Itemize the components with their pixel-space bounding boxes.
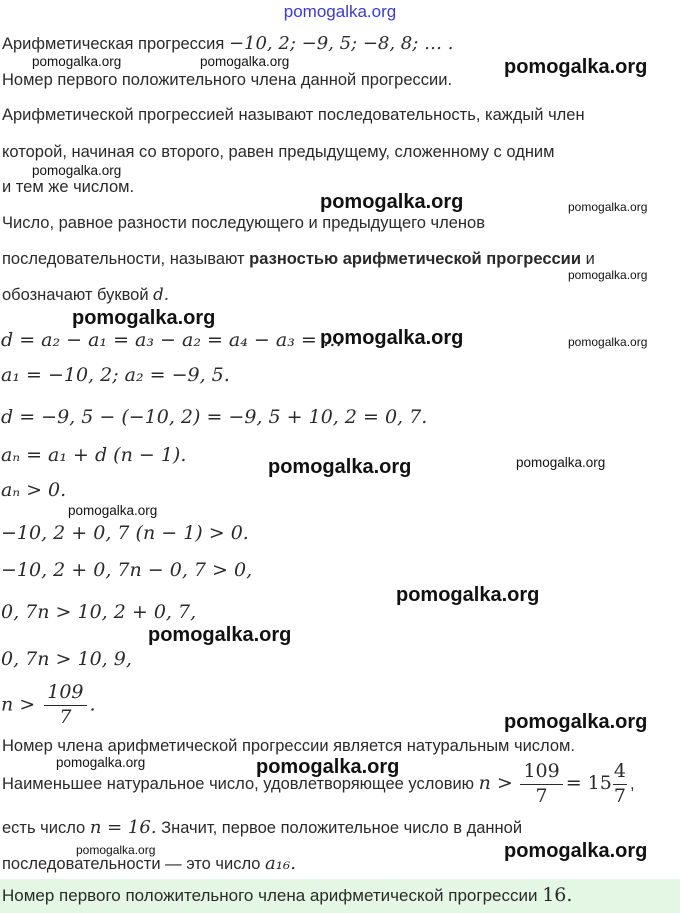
watermark: pomogalka.org [200, 54, 290, 69]
math-inequality-4: 0, 7n > 10, 9, [1, 648, 132, 670]
watermark: pomogalka.org [32, 54, 122, 69]
watermark: pomogalka.org [568, 268, 648, 282]
math-inequality-result: n > $\frac{109}{7}$ . [1, 681, 96, 728]
math-first-terms: a₁ = −10, 2; a₂ = −9, 5. [1, 364, 230, 386]
answer-text: Номер первого положительного члена арифметической прогрессии 16. [2, 884, 573, 906]
watermark: pomogalka.org [516, 455, 606, 470]
watermark: pomogalka.org [396, 584, 540, 606]
fraction-109-7-b: $\frac{109}{7}$ [520, 762, 562, 807]
conclusion-line-1: Номер члена арифметической прогрессии является натуральным числом. [2, 737, 575, 755]
watermark: pomogalka.org [32, 163, 122, 178]
watermark: pomogalka.org [320, 327, 464, 349]
problem-statement: Арифметическая прогрессия −10, 2; −9, 5; −8, 8; … . [2, 33, 454, 54]
conclusion-line-4: последовательности — это число a₁₆. [2, 853, 296, 874]
definition-line-1: Арифметической прогрессией называют последовательность, каждый член [2, 106, 585, 124]
math-nth-term-formula: aₙ = a₁ + d (n − 1). [1, 444, 187, 466]
math-inequality-1: −10, 2 + 0, 7 (n − 1) > 0. [1, 522, 249, 544]
watermark: pomogalka.org [56, 755, 146, 770]
bold-term: разностью арифметической прогрессии [249, 250, 581, 268]
math-difference-def: d = a₂ − a₁ = a₃ − a₂ = a₄ − a₃ = … [1, 329, 342, 351]
watermark: pomogalka.org [320, 191, 464, 213]
math-difference-calc: d = −9, 5 − (−10, 2) = −9, 5 + 10, 2 = 0, 7. [1, 406, 428, 428]
watermark: pomogalka.org [72, 307, 216, 329]
conclusion-line-3: есть число n = 16. Значит, первое положительное число в данной [2, 817, 523, 838]
watermark: pomogalka.org [68, 503, 158, 518]
watermark: pomogalka.org [268, 456, 412, 478]
watermark: pomogalka.org [568, 200, 648, 214]
watermark: pomogalka.org [76, 843, 156, 857]
fraction-4-7: $\frac{4}{7}$ [613, 760, 626, 807]
watermark: pomogalka.org [568, 335, 648, 349]
definition-line-2: которой, начиная со второго, равен предыдущему, сложенному с одним [2, 143, 555, 161]
watermark-top: pomogalka.org [283, 2, 397, 21]
difference-line-1: Число, равное разности последующего и предыдущего членов [2, 214, 485, 232]
difference-line-3: обозначают буквой d. [2, 285, 169, 304]
definition-line-3: и тем же числом. [2, 178, 135, 196]
watermark: pomogalka.org [148, 624, 292, 646]
math-inequality-3: 0, 7n > 10, 2 + 0, 7, [1, 601, 197, 623]
math-condition: aₙ > 0. [1, 479, 67, 501]
watermark: pomogalka.org [504, 840, 648, 862]
watermark: pomogalka.org [256, 756, 400, 778]
math-inequality-2: −10, 2 + 0, 7n − 0, 7 > 0, [1, 559, 253, 581]
fraction-109-7: $\frac{109}{7}$ [44, 683, 86, 728]
watermark: pomogalka.org [504, 711, 648, 733]
difference-line-2: последовательности, называют разностью арифметической прогрессии и [2, 250, 595, 268]
conclusion-line-2: Наименьшее натуральное число, удовлетворяющее условию n > $\frac{109}{7}$ = 15 $\frac{4}{7}$ , [2, 760, 635, 807]
watermark: pomogalka.org [504, 56, 648, 78]
question-line: Номер первого положительного члена данной прогрессии. [2, 71, 453, 89]
